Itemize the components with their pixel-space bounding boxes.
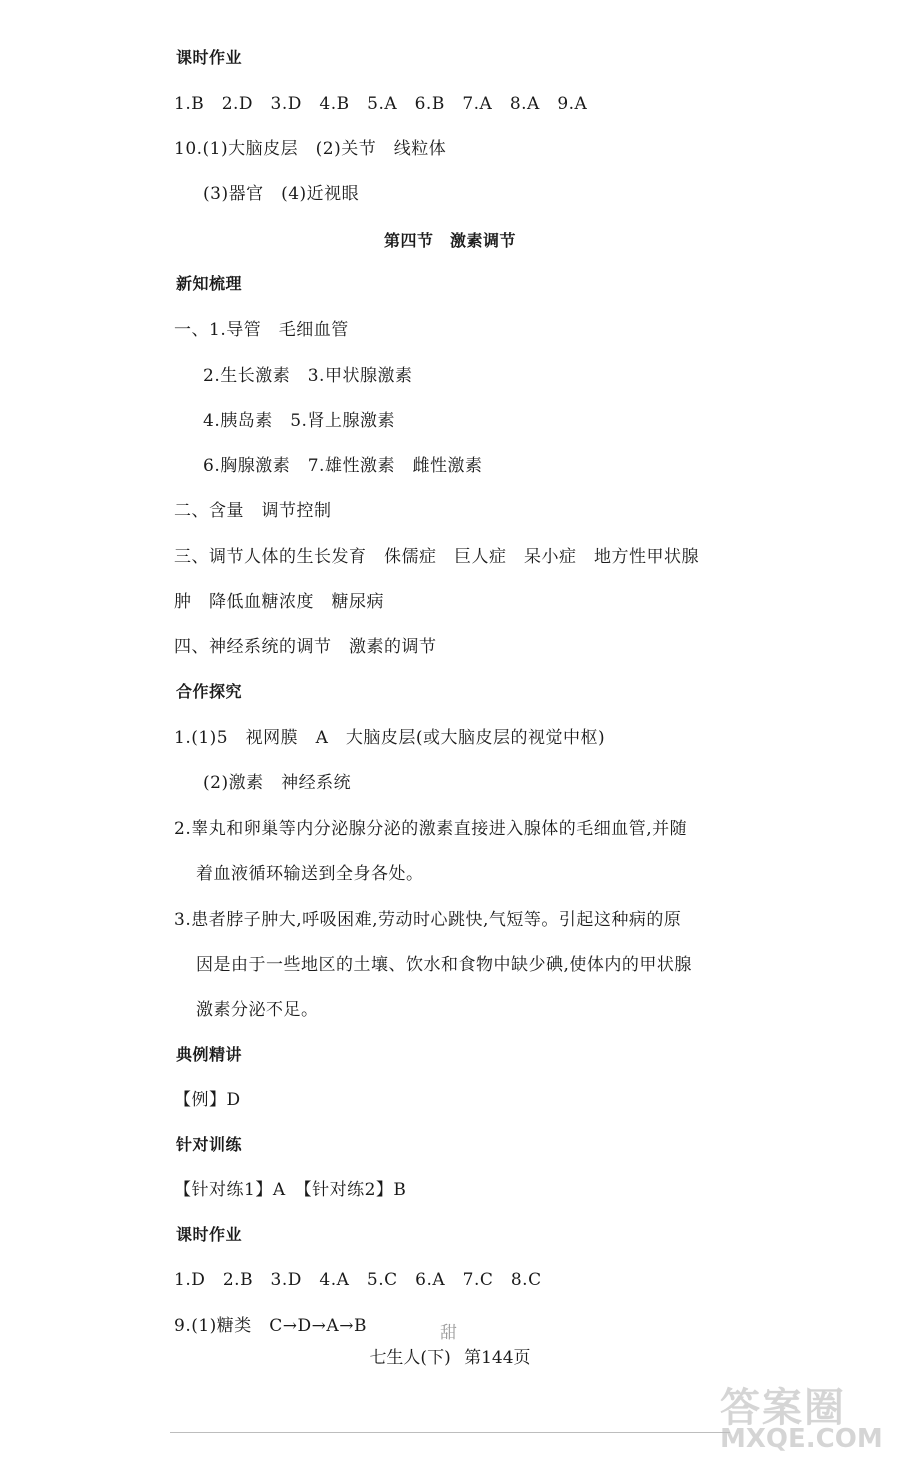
- answer-line: 【例】D: [174, 1090, 241, 1110]
- answer-line: 着血液循环输送到全身各处。: [196, 864, 424, 884]
- watermark-domain: MXQE.COM: [720, 1424, 883, 1454]
- answer-line: 2.睾丸和卵巢等内分泌腺分泌的激素直接进入腺体的毛细血管,并随: [174, 819, 688, 839]
- watermark-logo: [720, 1376, 890, 1460]
- answer-line: 肿 降低血糖浓度 糖尿病: [174, 592, 384, 612]
- section-heading: 新知梳理: [176, 274, 243, 293]
- footer-page-number: 第144页: [464, 1348, 531, 1368]
- answer-line: 二、含量 调节控制: [174, 501, 332, 521]
- watermark-title: 答案圈: [720, 1385, 846, 1431]
- section-heading: 典例精讲: [176, 1045, 243, 1064]
- answer-line: 3.患者脖子肿大,呼吸困难,劳动时心跳快,气短等。引起这种病的原: [174, 910, 682, 930]
- answer-line: 四、神经系统的调节 激素的调节: [174, 637, 437, 657]
- answer-line: 10.(1)大脑皮层 (2)关节 线粒体: [174, 139, 447, 159]
- answer-line: (2)激素 神经系统: [203, 773, 352, 793]
- footer-book-label: 七生人(下): [369, 1348, 451, 1368]
- answer-line: 2.生长激素 3.甲状腺激素: [203, 366, 413, 386]
- section-heading: 合作探究: [176, 682, 243, 701]
- answer-line: 因是由于一些地区的土壤、饮水和食物中缺少碘,使体内的甲状腺: [196, 955, 692, 975]
- answer-line: 一、1.导管 毛细血管: [174, 320, 349, 340]
- answer-line: 1.D 2.B 3.D 4.A 5.C 6.A 7.C 8.C: [174, 1270, 542, 1290]
- section-heading: 针对训练: [176, 1135, 243, 1154]
- answer-line: 三、调节人体的生长发育 侏儒症 巨人症 呆小症 地方性甲状腺: [174, 547, 699, 567]
- answer-line: 1.B 2.D 3.D 4.B 5.A 6.B 7.A 8.A 9.A: [174, 94, 588, 114]
- answer-line: 激素分泌不足。: [196, 1000, 319, 1020]
- answer-line: 1.(1)5 视网膜 A 大脑皮层(或大脑皮层的视觉中枢): [174, 728, 606, 748]
- answer-line: 4.胰岛素 5.肾上腺激素: [203, 411, 395, 431]
- answer-line: 【针对练1】A 【针对练2】B: [174, 1180, 407, 1200]
- answer-line: (3)器官 (4)近视眼: [203, 184, 360, 204]
- answer-line: 9.(1)糖类 C→D→A→B: [174, 1316, 367, 1336]
- handwritten-mark: 甜: [440, 1323, 457, 1343]
- page-footer: [0, 1346, 900, 1370]
- bottom-divider: [170, 1432, 730, 1433]
- section-heading: 课时作业: [176, 1225, 243, 1244]
- answer-line: 6.胸腺激素 7.雄性激素 雌性激素: [203, 456, 483, 476]
- section-heading: 课时作业: [176, 48, 243, 67]
- chapter-title: 第四节 激素调节: [383, 231, 516, 250]
